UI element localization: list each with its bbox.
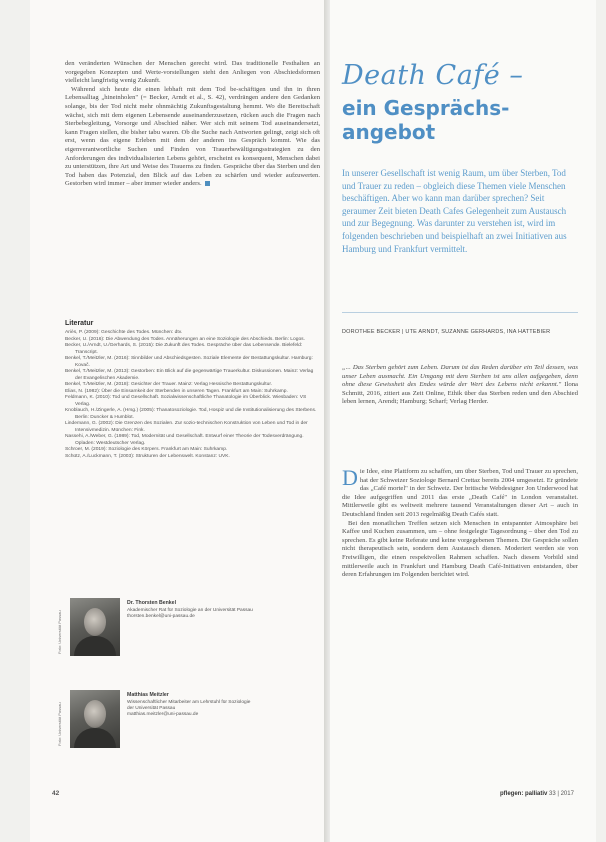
author-box-1	[57, 598, 320, 668]
literature-entry: Elias, N. (1982): Über die Einsamkeit der Sterbenden in unseren Tagen. Frankfurt am Main: Suhrkamp.	[65, 388, 288, 394]
body-paragraph: Bei den monatlichen Treffen setzen sich Menschen in entspannter Atmosphäre bei Kaffee und Kuchen zusammen, um – ohne festgelegte Tagesordnung – über den Tod zu sprechen. Es gibt keine Referate und keine vorgegebenen Themen. Die Gespräche sollen nicht therapeutisch sein, sondern dem Austausch dienen. Moderiert werden sie von Freiwilligen, die einen respektvollen Rahmen schaffen. Nach diesem Vorbild sind mittlerweile auch in Frankfurt und Hamburg Death Café-Initiativen entstanden, über deren Erfahrungen im Folgenden berichtet wird.	[342, 519, 578, 579]
author-photo	[70, 598, 120, 656]
end-of-article-icon	[205, 181, 210, 186]
author-shoulders	[74, 728, 116, 748]
author-info	[127, 608, 317, 620]
subtitle-line: ein Gesprächs-	[342, 96, 510, 120]
author-box-2	[57, 690, 320, 760]
subtitle-line: angebot	[342, 120, 436, 144]
magazine-footer	[500, 791, 574, 797]
divider-line	[342, 312, 578, 313]
literature-entry: Lindemann, G. (2002): Die Grenzen des Sozialen. Zur sozio-technischen Konstruktion von Leben und Tod in der Intensivmedizin. München: Fink.	[65, 421, 308, 433]
author-email: matthias.meitzler@uni-passau.de	[127, 712, 199, 718]
body-paragraph: den veränderten Wünschen der Menschen gerecht wird. Das traditionelle Festhalten an vorgegeben Konzepten und Werte-vorstellungen steht den Anliegen von Abschiedsformen vielleicht langfristig wenig Zukunft.	[65, 60, 320, 85]
author-affiliation: Akademischer Rat für Soziologie an der Universität Passau	[127, 608, 253, 613]
article-authors: DOROTHEE BECKER | UTE ARNDT, SUZANNE GERHARDS, INA HATTEBIER	[342, 329, 551, 335]
page-number: 42	[52, 790, 60, 797]
literature-entry: Benkel, T./Meitzler, M. (2013): Gestorben: Ein Blick auf die gegenwärtige Trauerkultur. Diskussionen. Mainz: Verlag der Evangelischen Akademie.	[65, 369, 314, 381]
quote-source: Ilona Schmitt, 2016, zitiert aus Zeit Online, Ethik über das Sterben reden und den Abschied leben lernen, Arendt; Hamburg; Scharf; Verlag Herder.	[342, 381, 579, 406]
author-face	[84, 608, 106, 636]
literature-entry: Benkel, T./Meitzler, M. (2016): Sinnbilder und Abschiedsgesten. Soziale Elemente der Bestattungskultur. Hamburg: Kovač.	[65, 356, 313, 368]
photo-credit: Foto: Universität Passau	[57, 610, 62, 654]
author-info	[127, 700, 317, 719]
literature-entry: Schroer, M. (2019): Soziologie des Körpers. Frankfurt am Main: Suhrkamp.	[65, 447, 228, 452]
article-intro: In unserer Gesellschaft ist wenig Raum, um über Sterben, Tod und Trauer zu reden – obgleich diese Themen viele Menschen beschäftigen. Aber wo kann man darüber sprechen? Seit geraumer Zeit bieten Death Cafes Gelegenheit zum Austausch und zur Begegnung. Was darunter zu verstehen ist, wird im folgenden beschrieben und beispielhaft an zwei Initiativen aus Hamburg und Frankfurt vermittelt.	[342, 168, 567, 254]
literature-entry: Feldmann, K. (2010): Tod und Gesellschaft. Sozialwissenschaftliche Thanatologie im Überblick. Wiesbaden: VS Verlag.	[65, 395, 307, 407]
author-shoulders	[74, 636, 116, 656]
body-paragraph: Die Idee, eine Plattform zu schaffen, um über Sterben, Tod und Trauer zu sprechen, hat der Schweizer Soziologe Bernard Crettaz bereits 2004 umgesetzt. Er gründete das „Café mortel" in der Schweiz. Der britische Webdesigner Jon Underwood hat die Idee aufgegriffen und 2011 das erste „Death Café" in London veranstaltet. Mittlerweile gibt es weltweit mehrere tausend Veranstaltungen dieser Art – auch in Deutschland finden seit 2013 regelmäßig Death Cafés statt.	[342, 465, 578, 518]
literature-entry: Knoblauch, H./Zingerle, A. (Hrsg.) (2005): Thanatosoziologie. Tod, Hospiz und die Institutionalisierung des Sterbens. Berlin: Duncker & Humblot.	[65, 408, 317, 420]
author-name: Matthias Meitzler	[127, 692, 169, 698]
literature-entry: Benkel, T./Meitzler, M. (2018): Gesichter der Trauer. Mainz: Verlag Hessische Bestattungskultur.	[65, 382, 273, 387]
article-subtitle	[342, 96, 572, 144]
opening-quote	[342, 364, 578, 407]
article-title: Death Café –	[342, 60, 524, 91]
left-article-body	[65, 60, 320, 189]
literature-entry: Becker, U./Arndt, U./Gerhards, S. (2015): Die Zukunft des Todes. Gespräche über das Lebensende. Bielefeld: Transcript.	[65, 343, 303, 355]
literature-list	[65, 330, 320, 460]
author-photo	[70, 690, 120, 748]
literature-entry: Schütz, A./Luckmann, T. (2003): Strukturen der Lebenswelt. Konstanz: UVK.	[65, 453, 230, 459]
drop-cap: D	[342, 465, 358, 490]
author-affiliation: der Universität Passau	[127, 706, 176, 712]
magazine-name: pflegen: palliativ	[500, 791, 548, 797]
author-name: Dr. Thorsten Benkel	[127, 600, 177, 606]
literature-entry: Ariès, P. (2009): Geschichte des Todes. München: dtv.	[65, 330, 183, 335]
author-affiliation: Wissenschaftlicher Mitarbeiter am Lehrstuhl für Soziologie	[127, 700, 251, 705]
author-email: thorsten.benkel@uni-passau.de	[127, 614, 195, 620]
literature-heading: Literatur	[65, 320, 94, 327]
quote-text: „... Das Sterben gehört zum Leben. Darum ist das Reden darüber ein Teil dessen, was unser Leben ausmacht. Ein Umgang mit dem Sterben ist uns allen aufgegeben, denn ohne diese Gewissheit des Endes würde der Wert des Lebens nicht erkannt."	[342, 364, 578, 389]
literature-entry: Nassehi, A./Weber, G. (1989): Tod, Modernität und Gesellschaft. Entwurf einer Theorie der Todesverdrängung. Opladen: Westdeutscher Verlag.	[65, 434, 304, 446]
right-article-body	[342, 465, 578, 580]
magazine-issue: 33 | 2017	[549, 791, 574, 797]
body-paragraph: Während sich heute die einen lebhaft mit dem Tod be-schäftigen und ihn in ihren Lebensalltag „hineinholen" (= Becker, Arndt et al., S. 42), verdrängen andere den Gedanken solange, bis der Tod nicht mehr ohnmächtig Zukunftsgestaltung hemmt. Wo die Bereitschaft wächst, sich mit dem eigenen Lebensende auseinanderzusetzen, rücken auch die Fragen nach Sterbebegleitung, Vorsorge und Abschied näher. Wer sich mit seinem Tod auseinandersetzt, kann Fragen stellen, die bisher tabu waren. Ob die Suche nach Antworten gelingt, zeigt sich oft erst, wenn das eigene Erleben mit dem der anderen ins Gespräch kommt. Wie das eigenverantwortliche Suchen und Finden von Trauerbewältigungsstrategien zu den Anforderungen des individualisierten Lebens gehört, erscheint es konsequent, Menschen dabei zu unterstützen, ihre Art und Weise des Trauerns zu finden. Gespräche über das Sterben und den Tod haben das Potenzial, den Blick auf das Leben zu schärfen und wieder aufzuwerten. Gestorben wird immer – aber immer wieder anders.	[65, 85, 320, 188]
photo-credit: Foto: Universität Passau	[57, 702, 62, 746]
author-face	[84, 700, 106, 728]
literature-entry: Becker, U. (2016): Die Abwendung des Todes. Annäherungen an eine Soziologie des Abschieds. Berlin: Logos.	[65, 336, 305, 342]
